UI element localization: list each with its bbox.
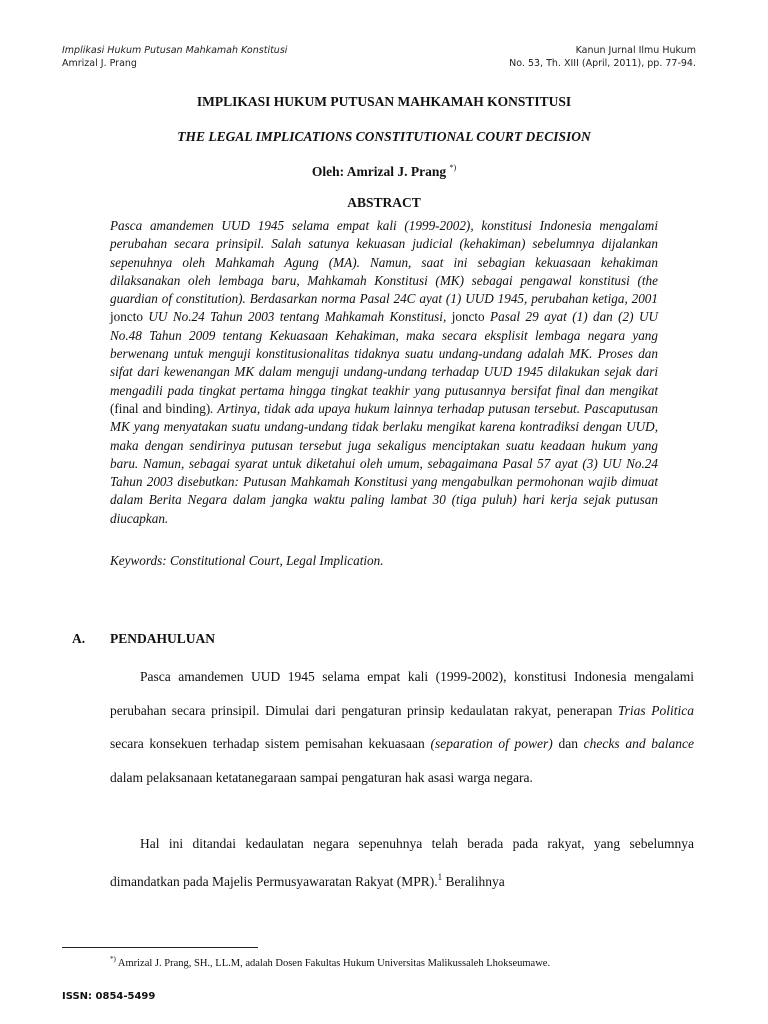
body-italic: checks and balance <box>583 736 694 751</box>
body-text: Pasca amandemen UUD 1945 selama empat kali (1999-2002), konstitusi Indonesia mengalami perubahan secara prinsipil. Dimulai dari pengaturan prinsip kedaulatan rakyat, penerapan <box>110 669 694 718</box>
author-name: Oleh: Amrizal J. Prang <box>311 164 447 179</box>
paper-title: IMPLIKASI HUKUM PUTUSAN MAHKAMAH KONSTITUSI <box>196 94 572 109</box>
author-line <box>0 163 768 180</box>
abstract-part: Pasal 29 ayat (1) dan (2) UU No.48 Tahun 2009 tentang Kekuasaan Kehakiman, maka secara eksplisit lembaga negara yang berwenang untuk menguji konstitusionalitas tidaknya suatu undang-undang adalah MK. Proses dan sifat dari kewenangan MK dalam menguji undang-undang terhadap UUD 1945 dilakukan sejak dari mengadili pada tingkat pertama hingga tingkat teakhir yang putusannya bersifat final dan mengikat <box>110 309 658 398</box>
abstract-final-binding: (final and binding) <box>110 400 211 416</box>
body-paragraph-1 <box>110 660 694 794</box>
section-title: PENDAHULUAN <box>110 631 216 646</box>
body-text: Hal ini ditandai kedaulatan negara sepenuhnya telah berada pada rakyat, yang sebelumnya dimandatkan pada Majelis Permusyawaratan Rakyat (MPR). <box>110 836 694 889</box>
section-number: A. <box>72 631 86 646</box>
running-header-issue: No. 53, Th. XIII (April, 2011), pp. 77-94. <box>509 58 696 69</box>
body-text: secara konsekuen terhadap sistem pemisahan kekuasaan <box>110 736 431 751</box>
body-paragraph-2 <box>110 827 694 898</box>
running-header-author: Amrizal J. Prang <box>62 58 137 69</box>
body-text: dan <box>552 736 584 751</box>
abstract-part: . Artinya, tidak ada upaya hukum lainnya terhadap putusan tersebut. Pascaputusan MK yang menyatakan suatu undang-undang tidak berlaku mengikat karena kontradiksi dengan UUD, maka dengan sendirinya putusan tersebut juga sekaligus menciptakan suatu keadaan hukum yang baru. Namun, sebagai syarat untuk diketahui oleh umum, sebagaimana Pasal 57 ayat (3) UU No.24 Tahun 2003 disebutkan: Putusan Mahkamah Konstitusi yang mengabulkan permohonan wajib dimuat dalam Berita Negara dalam jangka waktu paling lambat 30 (tiga puluh) hari kerja sejak putusan diucapkan. <box>110 400 658 526</box>
running-header-left <box>62 44 287 70</box>
body-italic: (separation of power) <box>430 736 553 751</box>
footnote-divider <box>62 947 258 948</box>
abstract-joncto: joncto <box>110 309 143 325</box>
abstract-part: UU No.24 Tahun 2003 tentang Mahkamah Konstitusi, <box>142 309 452 325</box>
abstract-text <box>110 217 658 528</box>
abstract-heading: ABSTRACT <box>347 195 421 210</box>
body-italic: Trias Politica <box>617 702 695 718</box>
author-footnote-mark: *) <box>449 163 457 172</box>
abstract-joncto: joncto <box>451 309 485 325</box>
issn: ISSN: 0854-5499 <box>62 991 156 1002</box>
body-text: Beralihnya <box>442 873 505 889</box>
footnote <box>110 955 550 969</box>
running-header-right <box>509 44 696 70</box>
running-header-journal: Kanun Jurnal Ilmu Hukum <box>575 45 696 56</box>
keywords: Keywords: Constitutional Court, Legal Implication. <box>110 553 384 568</box>
footnote-mark: *) <box>110 955 116 963</box>
footnote-text: Amrizal J. Prang, SH., LL.M, adalah Dosen Fakultas Hukum Universitas Malikussaleh Lhokseumawe. <box>115 958 551 969</box>
paper-subtitle: THE LEGAL IMPLICATIONS CONSTITUTIONAL COURT DECISION <box>177 129 591 144</box>
footnote-ref[interactable]: 1 <box>437 871 443 882</box>
running-header-article-title: Implikasi Hukum Putusan Mahkamah Konstitusi <box>62 45 288 56</box>
abstract-part: Pasca amandemen UUD 1945 selama empat kali (1999-2002), konstitusi Indonesia mengalami perubahan secara prinsipil. Salah satunya kekuasan judicial (kehakiman) sebelumnya dijalankan sepenuhnya oleh Mahkamah Agung (MA). Namun, saat ini sebagian kekuasaan kehakiman dilaksanakan oleh lembaga baru, Mahkamah Konstitusi (MK) sebagai pengawal konstitusi (the guardian of constitution). Berdasarkan norma Pasal 24C ayat (1) UUD 1945, perubahan ketiga, 2001 <box>110 218 658 307</box>
body-text: dalam pelaksanaan ketatanegaraan sampai pengaturan hak asasi warga negara. <box>110 769 533 785</box>
